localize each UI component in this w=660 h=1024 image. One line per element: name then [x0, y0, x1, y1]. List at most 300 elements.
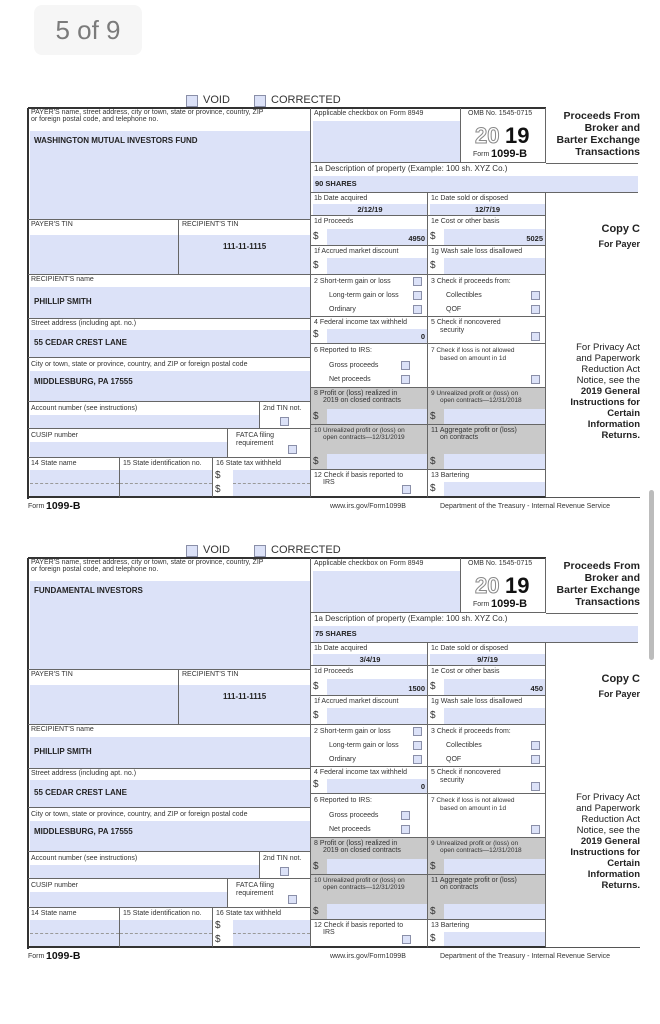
corrected-checkbox[interactable]	[254, 95, 266, 107]
form-word: Form	[473, 151, 490, 158]
basis-reported-checkbox[interactable]	[402, 485, 411, 494]
recipient-name-box	[28, 725, 311, 769]
state-name-field-1[interactable]	[30, 470, 119, 484]
box-10-label: 10 Unrealized profit or (loss) on	[314, 877, 405, 884]
department-label: Department of the Treasury - Internal Revenue Service	[440, 953, 611, 960]
recipient-tin-label: RECIPIENT'S TIN	[182, 221, 239, 228]
accrued-discount-field[interactable]	[327, 708, 427, 724]
void-checkbox[interactable]	[186, 95, 198, 107]
form-word: Form	[473, 601, 490, 608]
box-1g	[428, 246, 546, 275]
date-acquired-field[interactable]	[313, 654, 427, 665]
state-id-field-2[interactable]	[120, 484, 212, 496]
box-6-label: 6 Reported to IRS:	[314, 347, 372, 354]
box-7	[428, 794, 546, 838]
box-9	[428, 388, 546, 425]
bartering-field[interactable]	[444, 932, 545, 946]
box-11-field[interactable]	[444, 904, 545, 919]
recipient-name-value: PHILLIP SMITH	[34, 747, 92, 756]
footer-form-name: 1099-B	[46, 950, 81, 962]
box-1a-label: 1a Description of property (Example: 100 sh. XYZ Co.)	[314, 164, 508, 173]
payer-name-label: PAYER'S name, street address, city or town, state or province, country, ZIP	[31, 109, 264, 116]
street-label: Street address (including apt. no.)	[31, 770, 137, 777]
cusip-label: CUSIP number	[31, 432, 78, 439]
proceeds-field[interactable]	[327, 679, 427, 695]
date-acquired-value: 2/12/19	[357, 205, 383, 214]
fatca-checkbox[interactable]	[288, 895, 297, 904]
second-tin-label: 2nd TIN not.	[263, 855, 302, 862]
state-id-label: 15 State identification no.	[123, 460, 202, 467]
omb-number: OMB No. 1545-0715	[468, 560, 533, 567]
dollar-sign: $	[215, 470, 221, 481]
box-13	[428, 470, 546, 498]
corrected-label: CORRECTED	[271, 94, 341, 106]
void-label: VOID	[203, 94, 230, 106]
state-id-field-1[interactable]	[120, 470, 212, 484]
street-value: 55 CEDAR CREST LANE	[34, 338, 127, 347]
box-4-label: 4 Federal income tax withheld	[314, 769, 407, 776]
payer-name-label-2: or foreign postal code, and telephone no.	[31, 566, 159, 573]
accrued-discount-field[interactable]	[327, 258, 427, 274]
collectibles-checkbox[interactable]	[531, 291, 540, 300]
account-box	[28, 402, 260, 429]
applicable-field[interactable]	[313, 121, 460, 162]
box-6-label: 6 Reported to IRS:	[314, 797, 372, 804]
privacy-line: Returns.	[601, 430, 640, 441]
form-name: 1099-B	[491, 598, 528, 610]
box-8-label-2: 2019 on closed contracts	[323, 847, 401, 854]
form-title-line: Proceeds From	[563, 560, 640, 572]
cost-basis-field[interactable]	[444, 229, 545, 245]
box-12	[311, 470, 428, 498]
privacy-line: Notice, see the	[576, 825, 640, 836]
account-box	[28, 852, 260, 879]
box-5	[428, 317, 546, 344]
box-1b-label: 1b Date acquired	[314, 195, 368, 202]
box-1c-label: 1c Date sold or disposed	[431, 645, 509, 652]
state-id-box	[120, 908, 213, 948]
box-2-label: 2 Short-term gain or loss	[314, 278, 391, 285]
street-field[interactable]	[30, 330, 310, 357]
privacy-line: For Privacy Act	[576, 342, 640, 353]
description-field[interactable]	[313, 176, 638, 192]
ordinary-label: Ordinary	[329, 756, 356, 763]
box-1d	[311, 216, 428, 246]
city-label: City or town, state or province, country, and ZIP or foreign postal code	[31, 361, 248, 368]
state-name-box	[28, 458, 120, 498]
box-11-label-2: on contracts	[440, 434, 479, 441]
account-field[interactable]	[30, 865, 259, 878]
state-tax-box	[213, 908, 311, 948]
dollar-sign: $	[430, 710, 436, 721]
cusip-field[interactable]	[30, 442, 227, 457]
form-title-line: Proceeds From	[563, 110, 640, 122]
recipient-tin-box	[179, 670, 311, 725]
long-term-checkbox[interactable]	[413, 291, 422, 300]
fed-tax-value: 0	[420, 782, 425, 791]
loss-not-allowed-checkbox[interactable]	[531, 825, 540, 834]
applicable-checkbox-box	[311, 108, 461, 163]
privacy-notice	[548, 342, 640, 441]
applicable-label: Applicable checkbox on Form 8949	[314, 560, 424, 567]
net-proceeds-label: Net proceeds	[329, 826, 371, 833]
long-term-label: Long-term gain or loss	[329, 742, 399, 749]
state-name-field-2[interactable]	[30, 484, 119, 496]
box-13	[428, 920, 546, 948]
payer-tin-box	[28, 670, 179, 725]
qof-label: QOF	[446, 306, 462, 313]
dollar-sign: $	[430, 906, 436, 917]
recipient-tin-label: RECIPIENT'S TIN	[182, 671, 239, 678]
date-sold-field[interactable]	[430, 204, 545, 215]
box-1f-label: 1f Accrued market discount	[314, 698, 399, 705]
short-term-checkbox[interactable]	[413, 277, 422, 286]
state-id-field-1[interactable]	[120, 920, 212, 934]
box-9-label-2: open contracts—12/31/2018	[440, 847, 522, 854]
noncovered-checkbox[interactable]	[531, 332, 540, 341]
copy-c-label: Copy C	[601, 223, 640, 235]
fed-tax-field[interactable]	[327, 329, 427, 343]
qof-checkbox[interactable]	[531, 755, 540, 764]
city-field[interactable]	[30, 371, 310, 401]
recipient-name-box	[28, 275, 311, 319]
state-id-box	[120, 458, 213, 498]
fatca-label-2: requirement	[236, 440, 274, 447]
dollar-sign: $	[430, 861, 436, 872]
form-title	[548, 110, 640, 158]
privacy-line: Reduction Act	[581, 814, 640, 825]
city-box	[28, 358, 311, 402]
box-1g-label: 1g Wash sale loss disallowed	[431, 248, 523, 255]
box-1b-label: 1b Date acquired	[314, 645, 368, 652]
proceeds-value: 4950	[408, 234, 425, 243]
date-sold-field[interactable]	[430, 654, 545, 665]
box-1f	[311, 696, 428, 725]
state-name-box	[28, 908, 120, 948]
privacy-line: 2019 General	[580, 836, 640, 847]
box-1d-label: 1d Proceeds	[314, 218, 354, 225]
second-tin-checkbox[interactable]	[280, 867, 289, 876]
date-sold-value: 9/7/19	[477, 655, 498, 664]
payer-tin-box	[28, 220, 179, 275]
box-1d	[311, 666, 428, 696]
tax-year-bold: 19	[505, 573, 530, 598]
box-3-label: 3 Check if proceeds from:	[431, 278, 511, 285]
box-7	[428, 344, 546, 388]
noncovered-checkbox[interactable]	[531, 782, 540, 791]
recipient-tin-box	[179, 220, 311, 275]
payer-name-box	[28, 108, 311, 220]
form-title-line: Broker and	[584, 572, 640, 584]
form-name: 1099-B	[491, 148, 528, 160]
form-1099b-2	[0, 543, 660, 973]
cost-basis-value: 450	[530, 684, 543, 693]
bartering-field[interactable]	[444, 482, 545, 496]
payer-name-box	[28, 558, 311, 670]
city-field[interactable]	[30, 821, 310, 851]
form-title-line: Broker and	[584, 122, 640, 134]
payer-name-value: WASHINGTON MUTUAL INVESTORS FUND	[34, 136, 198, 145]
privacy-line: Certain	[607, 858, 640, 869]
box-9-field[interactable]	[444, 859, 545, 874]
box-7-label: 7 Check if loss is not allowed	[431, 797, 515, 804]
box-7-label-2: based on amount in 1d	[440, 355, 507, 362]
dollar-sign: $	[313, 260, 319, 271]
void-checkbox[interactable]	[186, 545, 198, 557]
gross-proceeds-checkbox[interactable]	[401, 361, 410, 370]
box-8-label: 8 Profit or (loss) realized in	[314, 390, 398, 397]
footer-form-word: Form	[28, 503, 45, 510]
box-3-label: 3 Check if proceeds from:	[431, 728, 511, 735]
dollar-sign: $	[430, 231, 436, 242]
box-12-label: 12 Check if basis reported to	[314, 922, 404, 929]
date-acquired-value: 3/4/19	[359, 655, 381, 664]
privacy-line: Certain	[607, 408, 640, 419]
box-6	[311, 344, 428, 388]
box-11-field[interactable]	[444, 454, 545, 469]
box-8	[311, 388, 428, 425]
fatca-label: FATCA filing	[236, 432, 274, 439]
dollar-sign: $	[215, 920, 221, 931]
box-10-label-2: open contracts—12/31/2019	[323, 434, 405, 441]
description-value: 75 SHARES	[315, 629, 357, 638]
proceeds-value: 1500	[408, 684, 425, 693]
box-7-label-2: based on amount in 1d	[440, 805, 507, 812]
payer-tin-field[interactable]	[30, 235, 178, 274]
box-8-field[interactable]	[327, 409, 427, 424]
qof-checkbox[interactable]	[531, 305, 540, 314]
gross-proceeds-checkbox[interactable]	[401, 811, 410, 820]
box-3	[428, 725, 546, 767]
city-box	[28, 808, 311, 852]
form-title-line: Transactions	[575, 146, 640, 158]
state-tax-field-2[interactable]	[233, 934, 310, 946]
payer-tin-label: PAYER'S TIN	[31, 671, 73, 678]
box-13-label: 13 Bartering	[431, 472, 470, 479]
dollar-sign: $	[430, 933, 436, 944]
box-3	[428, 275, 546, 317]
box-1e	[428, 666, 546, 696]
corrected-checkbox[interactable]	[254, 545, 266, 557]
box-5	[428, 767, 546, 794]
footer-form-word: Form	[28, 953, 45, 960]
dollar-sign: $	[313, 456, 319, 467]
form-1099b-1	[0, 93, 660, 523]
applicable-label: Applicable checkbox on Form 8949	[314, 110, 424, 117]
box-12-label: 12 Check if basis reported to	[314, 472, 404, 479]
state-name-label: 14 State name	[31, 910, 77, 917]
box-4-label: 4 Federal income tax withheld	[314, 319, 407, 326]
box-1c	[428, 193, 546, 216]
recipient-tin-field[interactable]	[179, 685, 310, 724]
box-9-label: 9 Unrealized profit or (loss) on	[431, 390, 519, 397]
net-proceeds-checkbox[interactable]	[401, 375, 410, 384]
box-5-label-2: security	[440, 327, 465, 334]
irs-url-link[interactable]: www.irs.gov/Form1099B	[330, 503, 406, 510]
street-value: 55 CEDAR CREST LANE	[34, 788, 127, 797]
payer-tin-field[interactable]	[30, 685, 178, 724]
state-id-field-2[interactable]	[120, 934, 212, 946]
short-term-checkbox[interactable]	[413, 727, 422, 736]
box-1c-label: 1c Date sold or disposed	[431, 195, 509, 202]
box-2	[311, 275, 428, 317]
state-id-label: 15 State identification no.	[123, 910, 202, 917]
payer-name-value: FUNDAMENTAL INVESTORS	[34, 586, 143, 595]
department-label: Department of the Treasury - Internal Revenue Service	[440, 503, 611, 510]
fed-tax-field[interactable]	[327, 779, 427, 793]
box-1a	[311, 613, 638, 643]
box-8-field[interactable]	[327, 859, 427, 874]
dollar-sign: $	[313, 681, 319, 692]
payer-name-label-2: or foreign postal code, and telephone no.	[31, 116, 159, 123]
dollar-sign: $	[313, 779, 319, 790]
dollar-sign: $	[313, 710, 319, 721]
account-field[interactable]	[30, 415, 259, 428]
box-11	[428, 875, 546, 920]
street-field[interactable]	[30, 780, 310, 807]
ordinary-checkbox[interactable]	[413, 305, 422, 314]
recipient-tin-value: 111-11-1115	[223, 242, 267, 251]
privacy-line: Information	[587, 869, 640, 880]
proceeds-field[interactable]	[327, 229, 427, 245]
privacy-line: and Paperwork	[576, 803, 640, 814]
irs-url-link[interactable]: www.irs.gov/Form1099B	[330, 953, 406, 960]
dollar-sign: $	[430, 483, 436, 494]
date-sold-value: 12/7/19	[474, 205, 501, 214]
for-payer-label: For Payer	[598, 689, 640, 699]
form-title-line: Barter Exchange	[556, 584, 640, 596]
fed-tax-value: 0	[420, 332, 425, 341]
privacy-line: 2019 General	[580, 386, 640, 397]
state-name-field-1[interactable]	[30, 920, 119, 934]
cusip-box	[28, 429, 228, 458]
fatca-checkbox[interactable]	[288, 445, 297, 454]
box-10-field[interactable]	[327, 454, 427, 469]
box-9-field[interactable]	[444, 409, 545, 424]
second-tin-box	[260, 402, 311, 429]
basis-reported-checkbox[interactable]	[402, 935, 411, 944]
box-13-label: 13 Bartering	[431, 922, 470, 929]
account-label: Account number (see instructions)	[31, 855, 138, 862]
ordinary-label: Ordinary	[329, 306, 356, 313]
ordinary-checkbox[interactable]	[413, 755, 422, 764]
box-10-field[interactable]	[327, 904, 427, 919]
box-8	[311, 838, 428, 875]
tax-year-bold: 19	[505, 123, 530, 148]
box-5-label-2: security	[440, 777, 465, 784]
box-12-label-2: IRS	[323, 929, 335, 936]
dollar-sign: $	[215, 934, 221, 945]
privacy-line: Reduction Act	[581, 364, 640, 375]
cost-basis-field[interactable]	[444, 679, 545, 695]
divider	[546, 497, 640, 498]
dollar-sign: $	[430, 260, 436, 271]
page-indicator: 5 of 9	[34, 5, 142, 55]
state-tax-field-1[interactable]	[233, 920, 310, 934]
for-payer-label: For Payer	[598, 239, 640, 249]
recipient-tin-field[interactable]	[179, 235, 310, 274]
box-1a	[311, 163, 638, 193]
date-acquired-field[interactable]	[313, 204, 427, 215]
corrected-label: CORRECTED	[271, 544, 341, 556]
payer-name-field[interactable]	[30, 131, 310, 219]
state-name-label: 14 State name	[31, 460, 77, 467]
city-value: MIDDLESBURG, PA 17555	[34, 827, 133, 836]
applicable-field[interactable]	[313, 571, 460, 612]
box-12	[311, 920, 428, 948]
box-1g	[428, 696, 546, 725]
box-1b	[311, 193, 428, 216]
street-box	[28, 319, 311, 358]
second-tin-checkbox[interactable]	[280, 417, 289, 426]
loss-not-allowed-checkbox[interactable]	[531, 375, 540, 384]
fatca-box	[228, 429, 311, 458]
net-proceeds-checkbox[interactable]	[401, 825, 410, 834]
wash-sale-field[interactable]	[444, 708, 545, 724]
description-field[interactable]	[313, 626, 638, 642]
applicable-checkbox-box	[311, 558, 461, 613]
box-10	[311, 875, 428, 920]
box-1a-label: 1a Description of property (Example: 100 sh. XYZ Co.)	[314, 614, 508, 623]
box-10-label-2: open contracts—12/31/2019	[323, 884, 405, 891]
omb-box	[461, 558, 546, 613]
recipient-name-field[interactable]	[30, 737, 310, 768]
city-value: MIDDLESBURG, PA 17555	[34, 377, 133, 386]
box-12-label-2: IRS	[323, 479, 335, 486]
form-title	[548, 560, 640, 608]
collectibles-checkbox[interactable]	[531, 741, 540, 750]
state-tax-field-2[interactable]	[233, 484, 310, 496]
collectibles-label: Collectibles	[446, 742, 482, 749]
box-1g-label: 1g Wash sale loss disallowed	[431, 698, 523, 705]
city-label: City or town, state or province, country, and ZIP or foreign postal code	[31, 811, 248, 818]
state-tax-field-1[interactable]	[233, 470, 310, 484]
long-term-checkbox[interactable]	[413, 741, 422, 750]
recipient-name-field[interactable]	[30, 287, 310, 318]
box-5-label: 5 Check if noncovered	[431, 769, 501, 776]
state-name-field-2[interactable]	[30, 934, 119, 946]
second-tin-box	[260, 852, 311, 879]
dollar-sign: $	[313, 231, 319, 242]
privacy-line: Instructions for	[570, 847, 640, 858]
recipient-name-label: RECIPIENT'S name	[31, 726, 94, 733]
dollar-sign: $	[313, 861, 319, 872]
cusip-field[interactable]	[30, 892, 227, 907]
payer-name-field[interactable]	[30, 581, 310, 669]
dollar-sign: $	[313, 329, 319, 340]
privacy-line: Notice, see the	[576, 375, 640, 386]
dollar-sign: $	[313, 411, 319, 422]
box-1e-label: 1e Cost or other basis	[431, 218, 500, 225]
box-1e-label: 1e Cost or other basis	[431, 668, 500, 675]
wash-sale-field[interactable]	[444, 258, 545, 274]
privacy-notice	[548, 792, 640, 891]
box-10-label: 10 Unrealized profit or (loss) on	[314, 427, 405, 434]
copy-c-label: Copy C	[601, 673, 640, 685]
box-9	[428, 838, 546, 875]
box-4	[311, 317, 428, 344]
form-title-line: Transactions	[575, 596, 640, 608]
box-9-label: 9 Unrealized profit or (loss) on	[431, 840, 519, 847]
privacy-line: Returns.	[601, 880, 640, 891]
fatca-label: FATCA filing	[236, 882, 274, 889]
recipient-tin-value: 111-11-1115	[223, 692, 267, 701]
tax-year-outline: 20	[475, 123, 500, 148]
recipient-name-label: RECIPIENT'S name	[31, 276, 94, 283]
cost-basis-value: 5025	[526, 234, 543, 243]
omb-box	[461, 108, 546, 163]
cusip-box	[28, 879, 228, 908]
